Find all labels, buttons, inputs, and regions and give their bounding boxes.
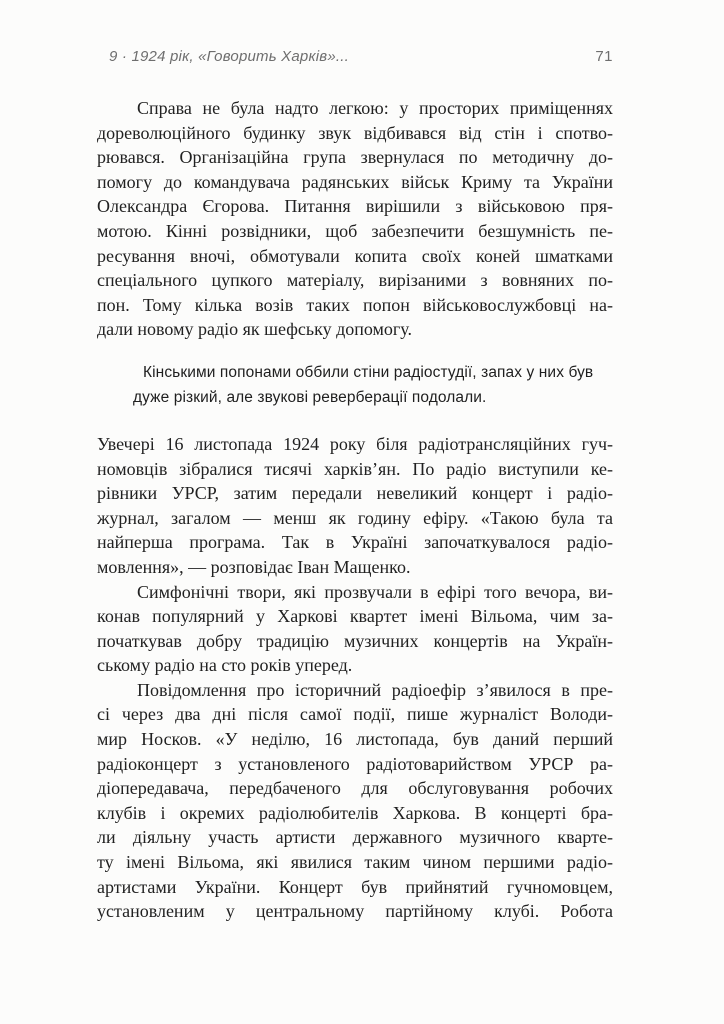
text-line: пон. Тому кілька возів таких попон військовослужбовці на- — [97, 294, 613, 315]
running-header — [97, 48, 613, 65]
text-line: артистами України. Концерт був прийнятий гучномовцем, — [97, 876, 613, 897]
text-line: рювався. Організаційна група звернулася по методичну до- — [97, 147, 613, 168]
text-line: Повідомлення про історичний радіоефір з’явилося в пре- — [137, 679, 613, 700]
paragraph — [97, 580, 613, 678]
page-number: 71 — [595, 48, 613, 65]
text-line: мир Носков. «У неділю, 16 листопада, був даний перший — [97, 729, 613, 750]
text-line: помогу до командувача радянських військ Криму та України — [97, 171, 613, 192]
text-line: дуже різкий, але звукові реверберації подолали. — [133, 388, 487, 406]
text-line: Увечері 16 листопада 1924 року біля радіотрансляційних гуч- — [97, 433, 613, 454]
text-line: радіоконцерт з установленого радіотоварийством УРСР ра- — [97, 753, 613, 774]
paragraph — [97, 678, 613, 924]
text-line: ресування вночі, обмотували копита своїх коней шматками — [97, 245, 613, 266]
chapter-title: 9 · 1924 рік, «Говорить Харків»... — [109, 48, 349, 65]
text-line: дали новому радіо як шефську допомогу. — [97, 319, 412, 340]
text-line: Справа не була надто легкою: у просторих приміщеннях — [137, 98, 613, 118]
text-line: спеціального цупкого матеріалу, вирізаними з вовняних по- — [97, 270, 613, 291]
text-line: ту імені Вільома, які явилися таким чином першими радіо- — [97, 852, 613, 873]
text-line: мотою. Кінні розвідники, щоб забезпечити безшумність пе- — [97, 220, 613, 241]
text-line: ли діяльну участь артисти державного музичного кварте- — [97, 827, 613, 848]
text-line: найперша програма. Так в Україні започаткувалося радіо- — [97, 532, 613, 553]
text-line: журнал, загалом — менш як годину ефіру. «Такою була та — [97, 507, 613, 528]
text-line: дореволюційного будинку звук відбивався від стін і спотво- — [97, 122, 613, 143]
text-line: ському радіо на сто років уперед. — [97, 655, 353, 676]
text-line: конав популярний у Харкові квартет імені Вільома, чим за- — [97, 606, 613, 627]
text-line: клубів і окремих радіолюбителів Харкова. В концерті бра- — [97, 802, 613, 823]
body-text — [97, 96, 613, 924]
text-line: сі через два дні після самої події, пише журналіст Володи- — [97, 704, 613, 725]
block-quote — [133, 360, 613, 410]
text-line: діопередавача, передбаченого для обслуговування робочих — [97, 778, 613, 799]
text-line: початкував добру традицію музичних концертів на Україн- — [97, 630, 613, 651]
text-line: Кінськими попонами оббили стіни радіостудії, запах у них був — [143, 363, 594, 381]
text-line: установленим у центральному партійному клубі. Робота — [97, 901, 613, 922]
text-line: рівники УРСР, затим передали невеликий концерт і радіо- — [97, 483, 613, 504]
paragraph — [97, 432, 613, 580]
paragraph — [97, 96, 613, 342]
text-line: номовців зібралися тисячі харків’ян. По радіо виступили ке- — [97, 458, 613, 479]
text-line: мовлення», — розповідає Іван Мащенко. — [97, 556, 411, 577]
text-line: Олександра Єгорова. Питання вирішили з військовою пря- — [97, 196, 613, 217]
text-line: Симфонічні твори, які прозвучали в ефірі того вечора, ви- — [137, 581, 613, 602]
